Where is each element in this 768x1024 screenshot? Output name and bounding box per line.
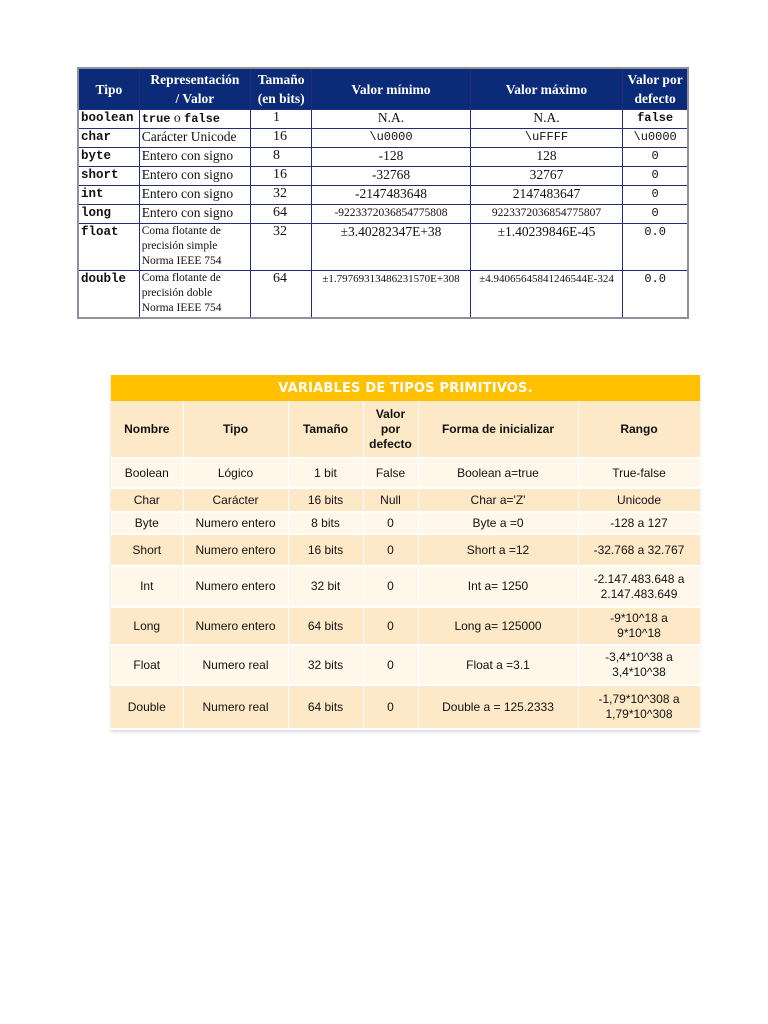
cell-valor-minimo: -9223372036854775808 bbox=[312, 205, 471, 224]
header-min-label: Valor mínimo bbox=[351, 81, 431, 97]
cell-valor-defecto: 0.0 bbox=[623, 224, 688, 271]
cell-representacion: Entero con signo bbox=[139, 205, 250, 224]
table-row bbox=[78, 167, 688, 186]
cell-valor-minimo: N.A. bbox=[312, 110, 471, 129]
header-valor-line3: defecto bbox=[369, 436, 412, 451]
cell-valor-defecto: 0 bbox=[363, 512, 418, 534]
cell-representacion: Carácter Unicode bbox=[139, 129, 250, 148]
cell-representacion: Entero con signo bbox=[139, 167, 250, 186]
cell-tamano: 32 bbox=[251, 186, 312, 205]
header-valor-line1: Valor bbox=[375, 406, 406, 421]
cell-tamano: 1 bbox=[251, 110, 312, 129]
table-row bbox=[78, 224, 688, 271]
cell-valor-defecto: 0 bbox=[623, 205, 688, 224]
cell-nombre: Short bbox=[111, 534, 183, 566]
cell-rango bbox=[578, 685, 700, 729]
header-tamano: Tamaño bbox=[288, 401, 363, 458]
cell-valor-defecto: 0 bbox=[623, 148, 688, 167]
table-row bbox=[78, 129, 688, 148]
cell-tipo: double bbox=[78, 271, 139, 319]
cell-rango-line1: True-false bbox=[612, 465, 666, 480]
cell-valor-maximo: ±4.94065645841246544E-324 bbox=[470, 271, 623, 319]
cell-tamano: 8 bbox=[251, 148, 312, 167]
header-valor-line2: por bbox=[380, 421, 401, 436]
header-max-label: Valor máximo bbox=[505, 81, 588, 97]
header-rep-line2: / Valor bbox=[175, 91, 215, 106]
header-valor-defecto bbox=[363, 401, 418, 458]
cell-rango-line1: -1,79*10^308 a bbox=[598, 692, 680, 706]
java-primitive-types-table bbox=[77, 67, 689, 319]
cell-rep-true: true bbox=[141, 112, 171, 126]
table-row bbox=[111, 488, 700, 512]
header-tamano bbox=[251, 68, 312, 110]
cell-forma-inicializar: Double a = 125.2333 bbox=[418, 685, 578, 729]
cell-valor-minimo: ±3.40282347E+38 bbox=[312, 224, 471, 271]
cell-rep-line3: Norma IEEE 754 bbox=[141, 255, 222, 267]
cell-rango-line1: Unicode bbox=[616, 492, 662, 507]
cell-valor-defecto: \u0000 bbox=[623, 129, 688, 148]
cell-forma-inicializar: Boolean a=true bbox=[418, 458, 578, 488]
cell-valor-maximo: 9223372036854775807 bbox=[470, 205, 623, 224]
cell-valor-defecto: 0 bbox=[623, 186, 688, 205]
cell-tipo: Lógico bbox=[183, 458, 288, 488]
cell-valor-defecto: 0.0 bbox=[623, 271, 688, 319]
variables-table bbox=[111, 401, 701, 730]
cell-tipo: Numero entero bbox=[183, 534, 288, 566]
cell-rep-line1: Coma flotante de bbox=[141, 272, 221, 284]
cell-tamano: 32 bit bbox=[288, 566, 363, 607]
cell-valor-defecto: 0 bbox=[623, 167, 688, 186]
cell-tipo: boolean bbox=[78, 110, 139, 129]
table-title: VARIABLES DE TIPOS PRIMITIVOS. bbox=[111, 375, 700, 401]
header-size-line1: Tamaño bbox=[257, 72, 305, 87]
table-row bbox=[111, 566, 700, 607]
cell-representacion: Entero con signo bbox=[139, 186, 250, 205]
cell-valor-minimo: \u0000 bbox=[312, 129, 471, 148]
cell-representacion bbox=[139, 110, 250, 129]
cell-tamano: 8 bits bbox=[288, 512, 363, 534]
cell-rep-line1: Coma flotante de bbox=[141, 225, 221, 237]
cell-tipo: char bbox=[78, 129, 139, 148]
table-row bbox=[78, 110, 688, 129]
header-rep-line1: Representación bbox=[150, 72, 240, 87]
cell-tipo: byte bbox=[78, 148, 139, 167]
header-valor-maximo bbox=[470, 68, 623, 110]
cell-valor-maximo: ±1.40239846E-45 bbox=[470, 224, 623, 271]
cell-tipo: Numero entero bbox=[183, 512, 288, 534]
cell-rango-line1: -9*10^18 a bbox=[610, 611, 668, 625]
cell-rango-line2: 3,4*10^38 bbox=[612, 665, 666, 679]
cell-valor-defecto: 0 bbox=[363, 607, 418, 645]
cell-valor-minimo: -2147483648 bbox=[312, 186, 471, 205]
cell-rango-line1: -3,4*10^38 a bbox=[605, 650, 673, 664]
cell-representacion bbox=[139, 224, 250, 271]
cell-valor-maximo: 32767 bbox=[470, 167, 623, 186]
cell-rango-line1: -128 a 127 bbox=[610, 515, 668, 530]
cell-tamano: 64 bbox=[251, 205, 312, 224]
cell-rep-line2: precisión simple bbox=[141, 240, 218, 252]
header-valor-defecto bbox=[623, 68, 688, 110]
cell-rango bbox=[578, 488, 700, 512]
cell-valor-minimo: -32768 bbox=[312, 167, 471, 186]
cell-tipo: float bbox=[78, 224, 139, 271]
cell-valor-maximo: 128 bbox=[470, 148, 623, 167]
cell-valor-defecto: Null bbox=[363, 488, 418, 512]
cell-tamano: 16 bits bbox=[288, 534, 363, 566]
cell-nombre: Boolean bbox=[111, 458, 183, 488]
cell-tamano: 64 bits bbox=[288, 607, 363, 645]
cell-tamano: 32 bits bbox=[288, 645, 363, 685]
cell-rango-line1: -32.768 a 32.767 bbox=[593, 542, 685, 557]
cell-valor-defecto: 0 bbox=[363, 645, 418, 685]
cell-tamano: 1 bit bbox=[288, 458, 363, 488]
table-row bbox=[111, 685, 700, 729]
cell-rango bbox=[578, 645, 700, 685]
cell-representacion bbox=[139, 271, 250, 319]
header-tipo-label: Tipo bbox=[95, 81, 123, 97]
cell-rep-o: o bbox=[170, 110, 184, 125]
cell-tamano: 16 bbox=[251, 129, 312, 148]
cell-valor-defecto: False bbox=[363, 458, 418, 488]
cell-nombre: Int bbox=[111, 566, 183, 607]
cell-tipo: int bbox=[78, 186, 139, 205]
cell-rango bbox=[578, 607, 700, 645]
header-valor-minimo bbox=[312, 68, 471, 110]
header-def-line1: Valor por bbox=[627, 72, 683, 87]
table-row bbox=[111, 512, 700, 534]
table-row bbox=[78, 186, 688, 205]
cell-nombre: Byte bbox=[111, 512, 183, 534]
cell-rango-line2: 9*10^18 bbox=[617, 626, 661, 640]
cell-tipo: short bbox=[78, 167, 139, 186]
table-row bbox=[111, 534, 700, 566]
header-rango: Rango bbox=[578, 401, 700, 458]
cell-tipo: Numero real bbox=[183, 685, 288, 729]
cell-rep-line2: precisión doble bbox=[141, 287, 213, 299]
cell-tipo: long bbox=[78, 205, 139, 224]
cell-rango bbox=[578, 534, 700, 566]
cell-nombre: Char bbox=[111, 488, 183, 512]
cell-valor-minimo: ±1.79769313486231570E+308 bbox=[312, 271, 471, 319]
header-def-line2: defecto bbox=[634, 91, 676, 106]
cell-nombre: Long bbox=[111, 607, 183, 645]
cell-tamano: 16 bits bbox=[288, 488, 363, 512]
cell-tipo: Carácter bbox=[183, 488, 288, 512]
table-header-row bbox=[78, 68, 688, 110]
cell-nombre: Double bbox=[111, 685, 183, 729]
table-row bbox=[111, 458, 700, 488]
cell-rango-line2: 2.147.483.649 bbox=[600, 586, 678, 601]
cell-valor-defecto: 0 bbox=[363, 534, 418, 566]
header-forma-inicializar: Forma de inicializar bbox=[418, 401, 578, 458]
cell-valor-defecto: false bbox=[623, 110, 688, 129]
table-header-row bbox=[111, 401, 700, 458]
table-row bbox=[111, 645, 700, 685]
cell-forma-inicializar: Char a='Z' bbox=[418, 488, 578, 512]
cell-rango-line1: -2.147.483.648 a bbox=[593, 571, 685, 586]
cell-rango bbox=[578, 458, 700, 488]
cell-valor-maximo: 2147483647 bbox=[470, 186, 623, 205]
cell-rango bbox=[578, 566, 700, 607]
cell-rango-line2: 1,79*10^308 bbox=[605, 707, 673, 721]
header-size-line2: (en bits) bbox=[257, 91, 305, 106]
cell-tamano: 16 bbox=[251, 167, 312, 186]
cell-tamano: 64 bbox=[251, 271, 312, 319]
cell-valor-defecto: 0 bbox=[363, 685, 418, 729]
cell-forma-inicializar: Long a= 125000 bbox=[418, 607, 578, 645]
header-tipo: Tipo bbox=[183, 401, 288, 458]
cell-forma-inicializar: Int a= 1250 bbox=[418, 566, 578, 607]
cell-valor-maximo: N.A. bbox=[470, 110, 623, 129]
cell-tipo: Numero real bbox=[183, 645, 288, 685]
cell-tamano: 32 bbox=[251, 224, 312, 271]
cell-nombre: Float bbox=[111, 645, 183, 685]
table-row bbox=[78, 271, 688, 319]
cell-valor-maximo: \uFFFF bbox=[470, 129, 623, 148]
cell-valor-minimo: -128 bbox=[312, 148, 471, 167]
cell-tipo: Numero entero bbox=[183, 566, 288, 607]
cell-rep-false: false bbox=[184, 112, 221, 126]
cell-forma-inicializar: Short a =12 bbox=[418, 534, 578, 566]
table-row bbox=[78, 205, 688, 224]
cell-forma-inicializar: Float a =3.1 bbox=[418, 645, 578, 685]
header-nombre: Nombre bbox=[111, 401, 183, 458]
table-row bbox=[111, 607, 700, 645]
cell-representacion: Entero con signo bbox=[139, 148, 250, 167]
cell-forma-inicializar: Byte a =0 bbox=[418, 512, 578, 534]
variables-primitive-types-table bbox=[111, 375, 700, 730]
cell-tamano: 64 bits bbox=[288, 685, 363, 729]
header-representacion bbox=[139, 68, 250, 110]
cell-rango bbox=[578, 512, 700, 534]
cell-rep-line3: Norma IEEE 754 bbox=[141, 302, 222, 314]
header-tipo bbox=[78, 68, 139, 110]
cell-tipo: Numero entero bbox=[183, 607, 288, 645]
cell-valor-defecto: 0 bbox=[363, 566, 418, 607]
table-row bbox=[78, 148, 688, 167]
